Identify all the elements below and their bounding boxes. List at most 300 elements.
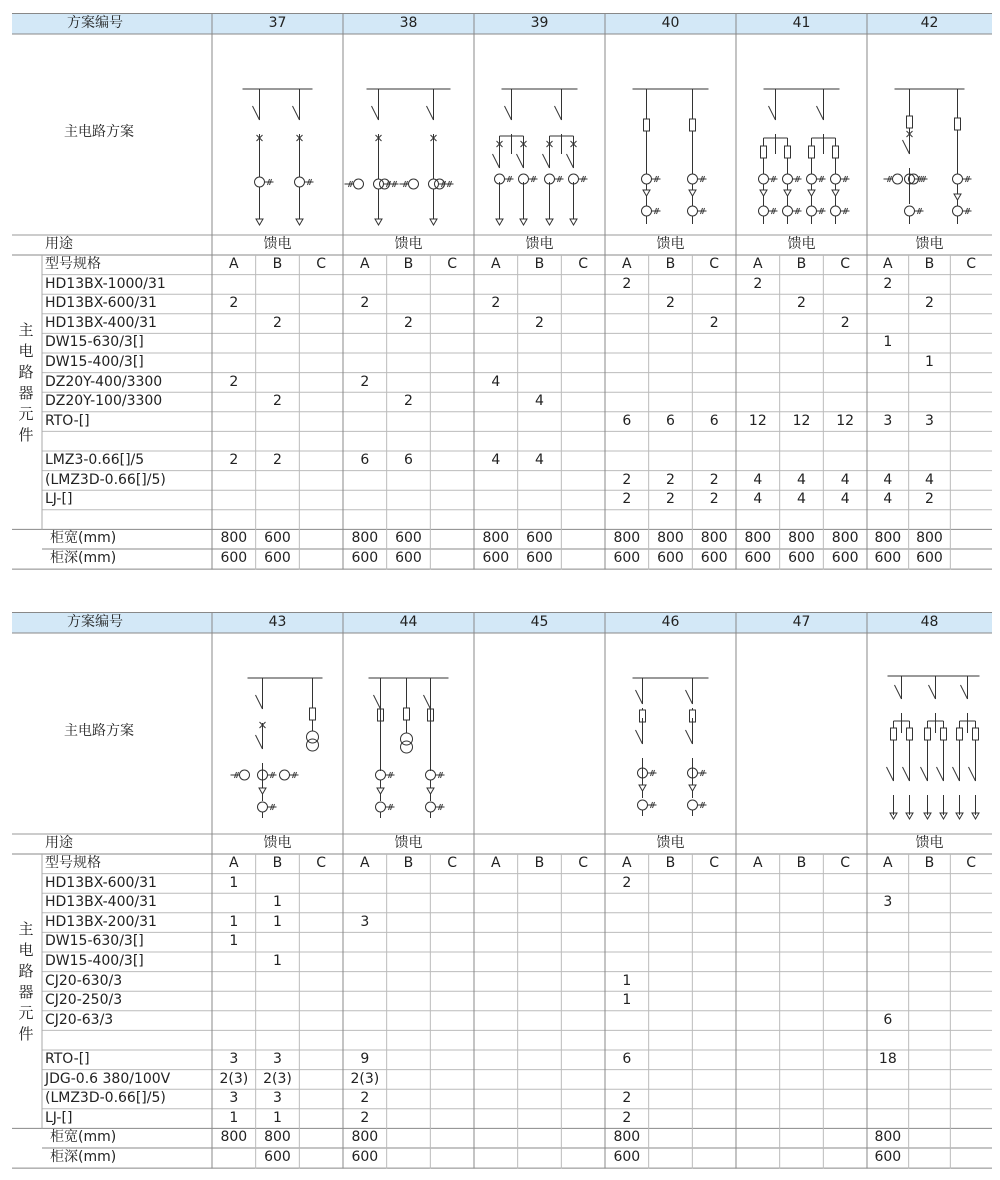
quantity-cell	[867, 392, 909, 411]
quantity-cell	[256, 972, 300, 991]
side-label-char: 主	[18, 321, 34, 339]
quantity-cell	[299, 913, 343, 932]
column-abc-label: A	[491, 256, 501, 272]
quantity-cell	[823, 991, 867, 1010]
quantity-cell	[561, 874, 605, 893]
quantity-cell	[909, 1109, 951, 1128]
quantity-cell	[692, 373, 736, 392]
quantity-cell	[256, 373, 300, 392]
quantity-cell	[387, 1109, 431, 1128]
quantity-cell: 2	[622, 874, 632, 891]
quantity-cell	[474, 510, 518, 529]
quantity-cell	[299, 1030, 343, 1049]
quantity-cell: 3	[883, 412, 893, 429]
quantity-cell	[387, 471, 431, 490]
quantity-cell	[692, 1109, 736, 1128]
quantity-cell: 6	[709, 412, 719, 429]
quantity-cell	[649, 972, 693, 991]
quantity-cell	[692, 913, 736, 932]
quantity-cell	[299, 275, 343, 294]
quantity-cell	[950, 275, 992, 294]
quantity-cell	[299, 412, 343, 431]
quantity-cell: 18	[878, 1051, 897, 1067]
column-abc-label: C	[316, 256, 327, 272]
quantity-cell	[474, 1070, 518, 1089]
quantity-cell	[518, 1148, 562, 1167]
quantity-cell	[780, 1109, 824, 1128]
quantity-cell	[430, 471, 474, 490]
quantity-cell	[780, 333, 824, 352]
quantity-cell	[256, 490, 300, 509]
quantity-cell	[950, 1050, 992, 1069]
quantity-cell	[909, 333, 951, 352]
quantity-cell	[299, 510, 343, 529]
quantity-cell	[387, 510, 431, 529]
quantity-cell	[605, 353, 649, 372]
quantity-cell	[823, 353, 867, 372]
column-abc-label: C	[840, 855, 851, 871]
quantity-cell	[256, 874, 300, 893]
quantity-cell	[909, 1128, 951, 1147]
side-label-char: 元	[18, 1004, 34, 1022]
quantity-cell	[692, 392, 736, 411]
scheme-number: 47	[792, 614, 811, 630]
quantity-cell	[909, 932, 951, 951]
quantity-cell	[950, 1089, 992, 1108]
column-abc-label: A	[229, 256, 239, 272]
quantity-cell	[780, 373, 824, 392]
quantity-cell	[256, 294, 300, 313]
quantity-cell	[649, 431, 693, 450]
quantity-cell	[780, 893, 824, 912]
quantity-cell: 800	[874, 1129, 902, 1146]
quantity-cell	[561, 972, 605, 991]
quantity-cell	[736, 1148, 780, 1167]
quantity-cell	[343, 412, 387, 431]
header-label: 方案编号	[67, 614, 123, 630]
circuit-diagram	[212, 633, 343, 834]
quantity-cell	[823, 510, 867, 529]
quantity-cell	[212, 392, 256, 411]
quantity-cell	[343, 275, 387, 294]
quantity-cell	[780, 991, 824, 1010]
quantity-cell	[430, 451, 474, 470]
quantity-cell	[649, 510, 693, 529]
quantity-cell	[518, 1109, 562, 1128]
quantity-cell	[387, 991, 431, 1010]
quantity-cell: 3	[925, 412, 934, 429]
quantity-cell	[823, 392, 867, 411]
quantity-cell	[950, 373, 992, 392]
quantity-cell	[605, 1030, 649, 1049]
quantity-cell	[518, 932, 562, 951]
quantity-cell	[299, 1050, 343, 1069]
quantity-cell	[780, 431, 824, 450]
quantity-cell	[343, 314, 387, 333]
quantity-cell: 2(3)	[219, 1070, 249, 1087]
column-abc-label: B	[796, 855, 807, 871]
quantity-cell	[736, 893, 780, 912]
quantity-cell	[909, 451, 951, 470]
quantity-cell	[430, 353, 474, 372]
quantity-cell	[909, 1030, 951, 1049]
quantity-cell	[387, 893, 431, 912]
quantity-cell: 1	[273, 913, 282, 930]
component-name: HD13BX-600/31	[45, 874, 157, 891]
quantity-cell	[736, 1030, 780, 1049]
quantity-cell	[823, 972, 867, 991]
quantity-cell: 600	[613, 1149, 641, 1165]
quantity-cell	[736, 1128, 780, 1147]
quantity-cell	[430, 510, 474, 529]
scheme-number: 45	[530, 614, 549, 630]
quantity-cell	[299, 1109, 343, 1128]
quantity-cell	[430, 1109, 474, 1128]
quantity-cell	[605, 392, 649, 411]
scheme-number: 46	[661, 614, 680, 630]
quantity-cell	[780, 913, 824, 932]
column-abc-label: A	[883, 855, 893, 871]
quantity-cell	[736, 1011, 780, 1030]
quantity-cell	[867, 913, 909, 932]
component-name: DW15-630/3[]	[45, 933, 144, 950]
side-label-char: 路	[18, 962, 34, 980]
quantity-cell	[430, 431, 474, 450]
quantity-cell	[780, 1070, 824, 1089]
quantity-cell	[692, 1128, 736, 1147]
component-name: HD13BX-200/31	[45, 913, 157, 930]
quantity-cell	[299, 1089, 343, 1108]
quantity-cell	[430, 893, 474, 912]
quantity-cell	[649, 893, 693, 912]
quantity-cell	[736, 392, 780, 411]
quantity-cell	[780, 1050, 824, 1069]
quantity-cell: 3	[883, 894, 893, 911]
quantity-cell	[780, 932, 824, 951]
quantity-cell	[518, 490, 562, 509]
quantity-cell	[518, 373, 562, 392]
quantity-cell	[518, 972, 562, 991]
quantity-cell	[212, 412, 256, 431]
quantity-cell: 2	[404, 314, 413, 331]
quantity-cell	[909, 893, 951, 912]
side-label-char: 电	[18, 342, 34, 360]
quantity-cell	[212, 353, 256, 372]
quantity-cell: 4	[753, 491, 763, 508]
quantity-cell	[343, 353, 387, 372]
quantity-cell	[474, 932, 518, 951]
quantity-cell: 800	[831, 530, 859, 547]
quantity-cell	[256, 353, 300, 372]
component-name: LJ-[]	[45, 1109, 73, 1126]
quantity-cell	[256, 431, 300, 450]
quantity-cell	[518, 275, 562, 294]
quantity-cell: 800	[351, 530, 379, 547]
quantity-cell	[518, 431, 562, 450]
quantity-cell	[649, 314, 693, 333]
quantity-cell: 800	[220, 1129, 248, 1146]
quantity-cell	[561, 1148, 605, 1167]
quantity-cell	[950, 549, 992, 568]
column-abc-label: B	[924, 855, 935, 871]
quantity-cell: 2	[622, 1090, 632, 1107]
quantity-cell	[950, 333, 992, 352]
quantity-cell: 2	[491, 295, 501, 312]
quantity-cell	[212, 314, 256, 333]
quantity-cell	[387, 373, 431, 392]
usage-value: 馈电	[263, 236, 292, 252]
quantity-cell	[299, 1070, 343, 1089]
quantity-cell	[692, 972, 736, 991]
quantity-cell	[950, 314, 992, 333]
column-abc-label: C	[966, 256, 977, 272]
quantity-cell	[692, 874, 736, 893]
quantity-cell	[387, 1148, 431, 1167]
quantity-cell	[950, 1128, 992, 1147]
quantity-cell	[299, 549, 343, 568]
column-abc-label: B	[665, 855, 676, 871]
column-abc-label: A	[622, 855, 632, 871]
quantity-cell	[692, 1030, 736, 1049]
quantity-cell	[649, 991, 693, 1010]
quantity-cell	[909, 952, 951, 971]
quantity-cell: 3	[273, 1051, 282, 1067]
quantity-cell	[299, 1148, 343, 1167]
quantity-cell	[867, 353, 909, 372]
quantity-cell	[474, 1011, 518, 1030]
quantity-cell: 1	[273, 953, 282, 969]
quantity-cell	[299, 874, 343, 893]
quantity-cell	[299, 431, 343, 450]
quantity-cell: 4	[840, 471, 850, 488]
quantity-cell	[823, 1109, 867, 1128]
quantity-cell	[649, 874, 693, 893]
circuit-diagram	[605, 34, 736, 235]
usage-value: 馈电	[915, 236, 944, 252]
scheme-number: 42	[920, 15, 939, 31]
quantity-cell	[605, 373, 649, 392]
component-name: CJ20-630/3	[45, 972, 123, 989]
quantity-cell: 2	[360, 295, 370, 312]
quantity-cell	[692, 1089, 736, 1108]
quantity-cell	[867, 431, 909, 450]
quantity-cell: 600	[351, 1149, 379, 1165]
quantity-cell	[343, 874, 387, 893]
quantity-cell	[780, 972, 824, 991]
quantity-cell	[343, 991, 387, 1010]
quantity-cell	[343, 893, 387, 912]
quantity-cell: 3	[273, 1090, 282, 1107]
quantity-cell	[736, 952, 780, 971]
quantity-cell	[909, 972, 951, 991]
component-name: LMZ3-0.66[]/5	[45, 452, 145, 468]
column-abc-label: C	[447, 855, 458, 871]
quantity-cell	[299, 932, 343, 951]
quantity-cell	[780, 1148, 824, 1167]
quantity-cell	[474, 471, 518, 490]
column-abc-label: B	[534, 256, 545, 272]
usage-value	[474, 834, 605, 853]
quantity-cell: 4	[535, 393, 544, 410]
quantity-cell: 12	[748, 412, 767, 429]
column-abc-label: C	[966, 855, 977, 871]
quantity-cell	[605, 333, 649, 352]
quantity-cell	[518, 893, 562, 912]
quantity-cell	[736, 932, 780, 951]
usage-label: 用途	[45, 835, 73, 851]
quantity-cell: 600	[874, 550, 902, 566]
quantity-cell	[909, 373, 951, 392]
component-name: DW15-400/3[]	[45, 953, 144, 969]
quantity-cell: 2	[666, 471, 675, 488]
side-label-char: 件	[18, 426, 34, 444]
quantity-cell	[256, 471, 300, 490]
quantity-cell	[649, 353, 693, 372]
quantity-cell	[649, 1128, 693, 1147]
quantity-cell	[909, 1148, 951, 1167]
quantity-cell	[474, 1128, 518, 1147]
quantity-cell: 1	[622, 972, 632, 989]
quantity-cell: 600	[351, 550, 379, 566]
quantity-cell	[649, 1070, 693, 1089]
quantity-cell	[909, 991, 951, 1010]
quantity-cell	[430, 333, 474, 352]
quantity-cell	[430, 549, 474, 568]
quantity-cell	[780, 1030, 824, 1049]
scheme-table-43-48	[12, 612, 992, 1169]
quantity-cell	[518, 333, 562, 352]
usage-value: 馈电	[394, 236, 423, 252]
component-name: HD13BX-400/31	[45, 314, 157, 331]
quantity-cell	[736, 874, 780, 893]
quantity-cell	[474, 1050, 518, 1069]
usage-value: 馈电	[656, 236, 685, 252]
quantity-cell	[823, 932, 867, 951]
scheme-number: 37	[268, 15, 287, 31]
quantity-cell	[430, 1030, 474, 1049]
quantity-cell: 800	[220, 530, 248, 547]
quantity-cell	[692, 893, 736, 912]
quantity-cell	[692, 451, 736, 470]
quantity-cell: 800	[613, 1129, 641, 1146]
quantity-cell	[780, 874, 824, 893]
quantity-cell	[561, 510, 605, 529]
spec-label: 型号规格	[45, 256, 101, 272]
quantity-cell: 6	[666, 412, 675, 429]
quantity-cell	[823, 451, 867, 470]
quantity-cell	[736, 314, 780, 333]
quantity-cell	[823, 1050, 867, 1069]
quantity-cell	[950, 431, 992, 450]
quantity-cell	[343, 972, 387, 991]
quantity-cell	[387, 412, 431, 431]
quantity-cell	[474, 1109, 518, 1128]
quantity-cell: 2	[273, 393, 282, 410]
scheme-table-37-42	[12, 13, 992, 570]
quantity-cell	[950, 874, 992, 893]
quantity-cell	[605, 893, 649, 912]
quantity-cell	[909, 874, 951, 893]
side-label-char: 电	[18, 941, 34, 959]
quantity-cell: 2	[709, 314, 719, 331]
quantity-cell	[867, 1089, 909, 1108]
quantity-cell	[950, 991, 992, 1010]
quantity-cell	[561, 913, 605, 932]
quantity-cell	[430, 373, 474, 392]
quantity-cell	[692, 275, 736, 294]
quantity-cell	[561, 932, 605, 951]
quantity-cell: 1	[883, 334, 893, 351]
quantity-cell	[561, 373, 605, 392]
quantity-cell	[950, 353, 992, 372]
quantity-cell	[299, 529, 343, 548]
quantity-cell	[605, 952, 649, 971]
quantity-cell	[430, 1128, 474, 1147]
quantity-cell	[561, 1070, 605, 1089]
column-abc-label: B	[796, 256, 807, 272]
quantity-cell: 6	[360, 452, 370, 468]
quantity-cell: 600	[395, 530, 422, 547]
quantity-cell	[474, 490, 518, 509]
quantity-cell	[649, 392, 693, 411]
quantity-cell	[950, 412, 992, 431]
quantity-cell	[736, 373, 780, 392]
quantity-cell	[823, 1070, 867, 1089]
quantity-cell	[605, 1011, 649, 1030]
quantity-cell	[430, 529, 474, 548]
scheme-number: 38	[399, 15, 418, 31]
quantity-cell	[780, 451, 824, 470]
quantity-cell	[692, 333, 736, 352]
component-name: HD13BX-400/31	[45, 894, 157, 911]
quantity-cell	[518, 471, 562, 490]
quantity-cell: 12	[792, 412, 811, 429]
quantity-cell	[474, 1089, 518, 1108]
column-abc-label: B	[924, 256, 935, 272]
quantity-cell: 2	[709, 491, 719, 508]
quantity-cell	[518, 991, 562, 1010]
scheme-number: 44	[399, 614, 418, 630]
quantity-cell	[649, 275, 693, 294]
component-name: HD13BX-1000/31	[45, 275, 166, 292]
quantity-cell	[518, 1030, 562, 1049]
quantity-cell	[649, 1109, 693, 1128]
quantity-cell	[299, 490, 343, 509]
quantity-cell	[909, 275, 951, 294]
quantity-cell	[736, 431, 780, 450]
quantity-cell	[867, 1030, 909, 1049]
quantity-cell: 2	[273, 452, 282, 468]
column-abc-label: A	[229, 855, 239, 871]
quantity-cell	[605, 294, 649, 313]
side-label-char: 件	[18, 1025, 34, 1043]
quantity-cell: 800	[264, 1129, 291, 1146]
quantity-cell	[909, 1089, 951, 1108]
component-name: HD13BX-600/31	[45, 295, 157, 312]
quantity-cell	[387, 913, 431, 932]
quantity-cell	[649, 932, 693, 951]
quantity-cell: 12	[836, 412, 855, 429]
quantity-cell	[430, 314, 474, 333]
quantity-cell	[909, 1011, 951, 1030]
quantity-cell	[212, 431, 256, 450]
quantity-cell: 2	[229, 373, 239, 390]
quantity-cell	[823, 1089, 867, 1108]
quantity-cell	[736, 353, 780, 372]
quantity-cell: 1	[229, 933, 239, 950]
quantity-cell	[256, 991, 300, 1010]
quantity-cell: 800	[482, 530, 510, 547]
